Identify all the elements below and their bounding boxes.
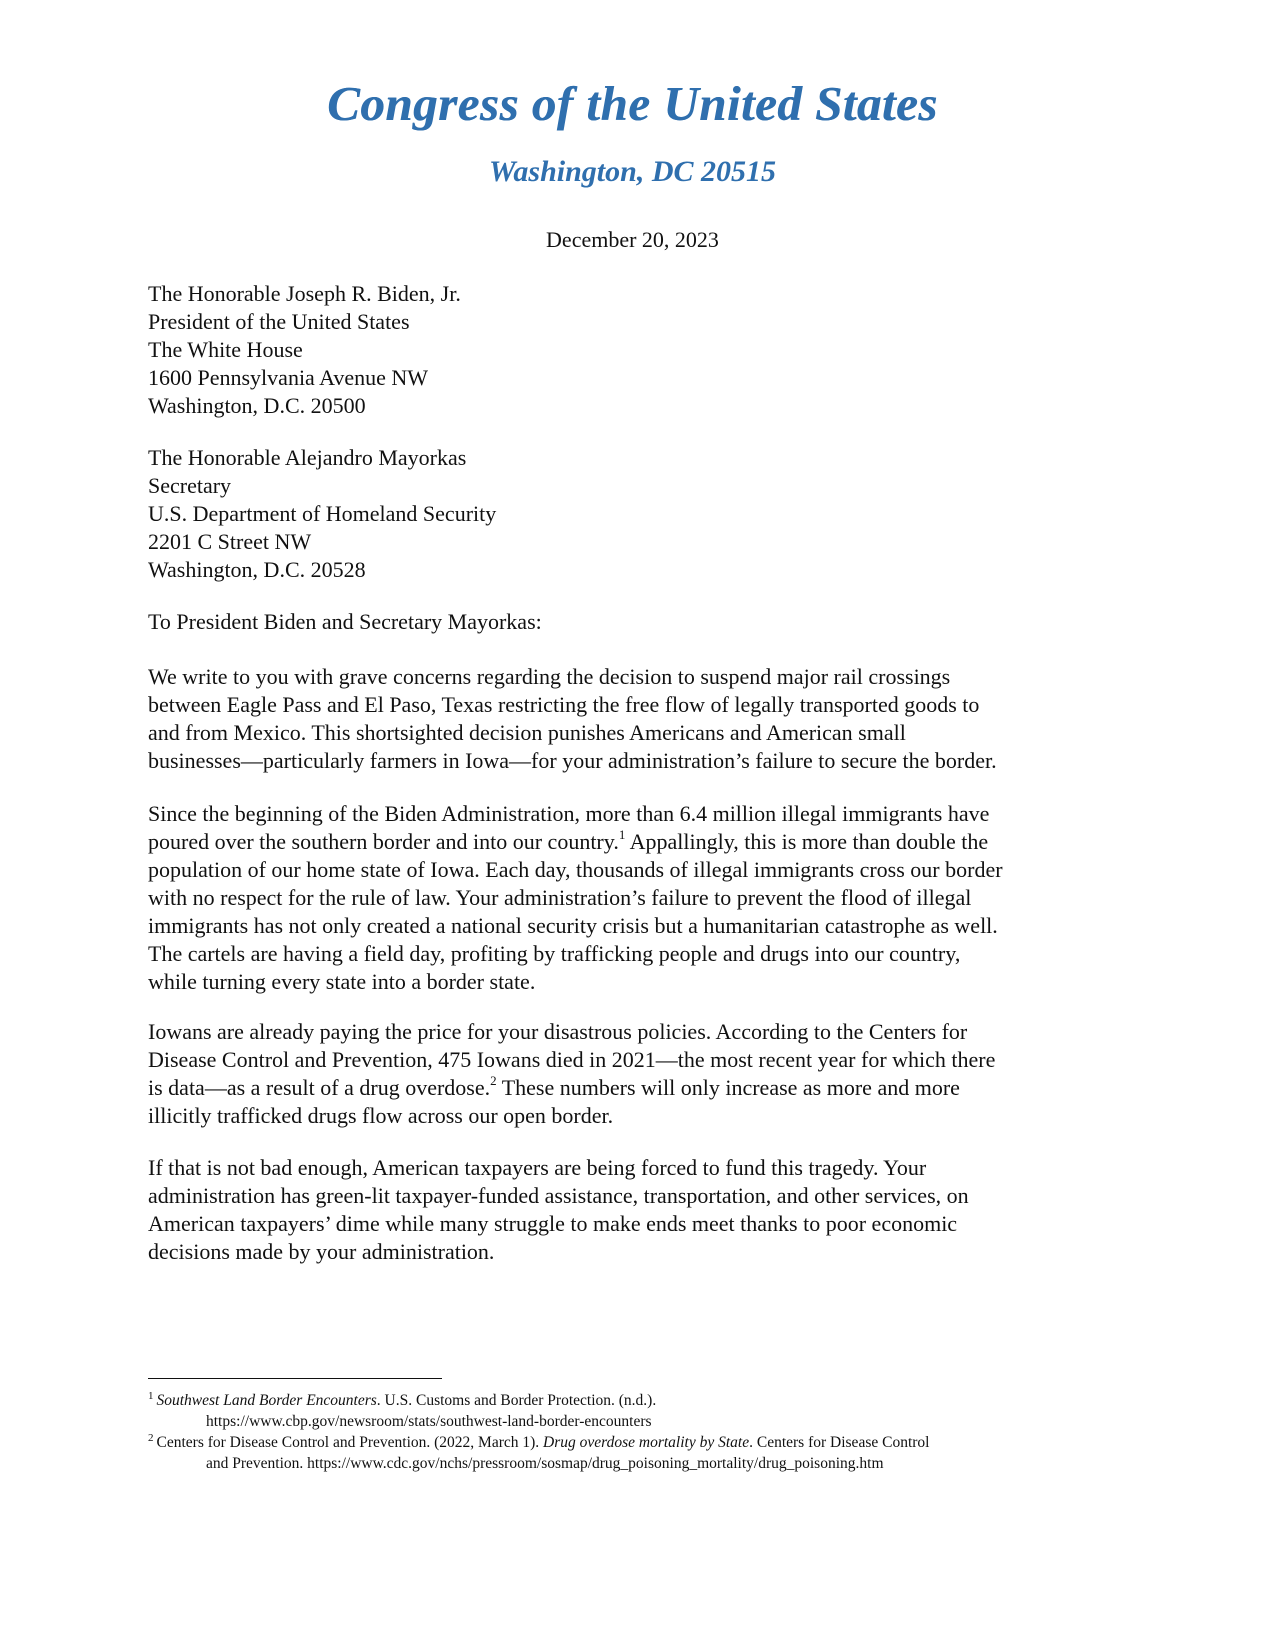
address-line: Secretary (148, 473, 232, 498)
paragraph-text: Appallingly, this is more than double the (625, 829, 989, 854)
paragraph-line: while turning every state into a border state. (148, 969, 536, 994)
paragraph-line: American taxpayers’ dime while many struggle to make ends meet thanks to poor economic (148, 1211, 958, 1236)
footnote-2-url[interactable]: and Prevention. https://www.cdc.gov/nchs/pressroom/sosmap/drug_poisoning_mortality/drug_poisoning.htm (206, 1455, 884, 1472)
footnote-source-title: Southwest Land Border Encounters (156, 1392, 377, 1409)
footnote-text: . U.S. Customs and Border Protection. (n.d.). (376, 1392, 657, 1409)
address-line: The Honorable Alejandro Mayorkas (148, 445, 467, 470)
address-line: Washington, D.C. 20500 (148, 393, 366, 418)
letterhead-title: Congress of the United States (327, 76, 938, 131)
paragraph-line: immigrants has not only created a national security crisis but a humanitarian catastrophe as well. (148, 913, 998, 938)
recipient-address-1 (148, 280, 461, 420)
paragraph-line: with no respect for the rule of law. Your administration’s failure to prevent the flood of illegal (148, 885, 972, 910)
paragraph-line (148, 828, 1108, 856)
footnote-2 (148, 1432, 929, 1453)
recipient-address-2 (148, 444, 496, 584)
paragraph-text: poured over the southern border and into our country. (148, 829, 619, 854)
paragraph-line: administration has green-lit taxpayer-funded assistance, transportation, and other services, on (148, 1183, 969, 1208)
paragraph-line: decisions made by your administration. (148, 1239, 495, 1264)
footnote-divider (148, 1378, 442, 1379)
paragraph-text: is data—as a result of a drug overdose. (148, 1075, 491, 1100)
address-line: 2201 C Street NW (148, 529, 312, 554)
address-line: Washington, D.C. 20528 (148, 557, 366, 582)
paragraph-2 (148, 800, 1108, 996)
paragraph-3 (148, 1018, 1108, 1130)
footnote-marker: 2 (148, 1431, 154, 1444)
footnote-ref-2[interactable]: 2 (490, 1072, 497, 1088)
address-line: 1600 Pennsylvania Avenue NW (148, 365, 429, 390)
paragraph-line: between Eagle Pass and El Paso, Texas restricting the free flow of legally transported goods to (148, 692, 980, 717)
footnote-1 (148, 1390, 929, 1411)
paragraph-line: and from Mexico. This shortsighted decision punishes Americans and American small (148, 720, 906, 745)
paragraph-1 (148, 663, 1108, 775)
paragraph-line: population of our home state of Iowa. Each day, thousands of illegal immigrants cross our border (148, 857, 1003, 882)
footnote-marker: 1 (148, 1389, 154, 1402)
address-line: President of the United States (148, 309, 410, 334)
footnote-ref-1[interactable]: 1 (618, 826, 626, 842)
paragraph-line: Iowans are already paying the price for your disastrous policies. According to the Centers for (148, 1019, 968, 1044)
address-line: The White House (148, 337, 303, 362)
salutation: To President Biden and Secretary Mayorkas: (148, 609, 542, 634)
footnote-text: . Centers for Disease Control (749, 1434, 930, 1451)
footnote-text: Centers for Disease Control and Prevention. (2022, March 1). (156, 1434, 544, 1451)
paragraph-line: Since the beginning of the Biden Administration, more than 6.4 million illegal immigrants have (148, 801, 990, 826)
paragraph-line (148, 1074, 1108, 1102)
address-line: The Honorable Joseph R. Biden, Jr. (148, 281, 461, 306)
paragraph-line: If that is not bad enough, American taxpayers are being forced to fund this tragedy. Your (148, 1155, 927, 1180)
letterhead-subtitle: Washington, DC 20515 (488, 155, 777, 188)
letter-date: December 20, 2023 (546, 227, 719, 252)
paragraph-line: illicitly trafficked drugs flow across our open border. (148, 1103, 614, 1128)
footnotes (148, 1390, 929, 1474)
address-line: U.S. Department of Homeland Security (148, 501, 497, 526)
paragraph-4 (148, 1154, 1108, 1266)
footnote-1-url[interactable]: https://www.cbp.gov/newsroom/stats/southwest-land-border-encounters (206, 1413, 652, 1430)
paragraph-line: We write to you with grave concerns regarding the decision to suspend major rail crossings (148, 664, 951, 689)
paragraph-line: The cartels are having a field day, profiting by trafficking people and drugs into our country, (148, 941, 961, 966)
paragraph-text: These numbers will only increase as more and more (496, 1075, 960, 1100)
paragraph-line: businesses—particularly farmers in Iowa—for your administration’s failure to secure the border. (148, 748, 997, 773)
paragraph-line: Disease Control and Prevention, 475 Iowans died in 2021—the most recent year for which there (148, 1047, 996, 1072)
footnote-source-title: Drug overdose mortality by State (543, 1434, 750, 1451)
